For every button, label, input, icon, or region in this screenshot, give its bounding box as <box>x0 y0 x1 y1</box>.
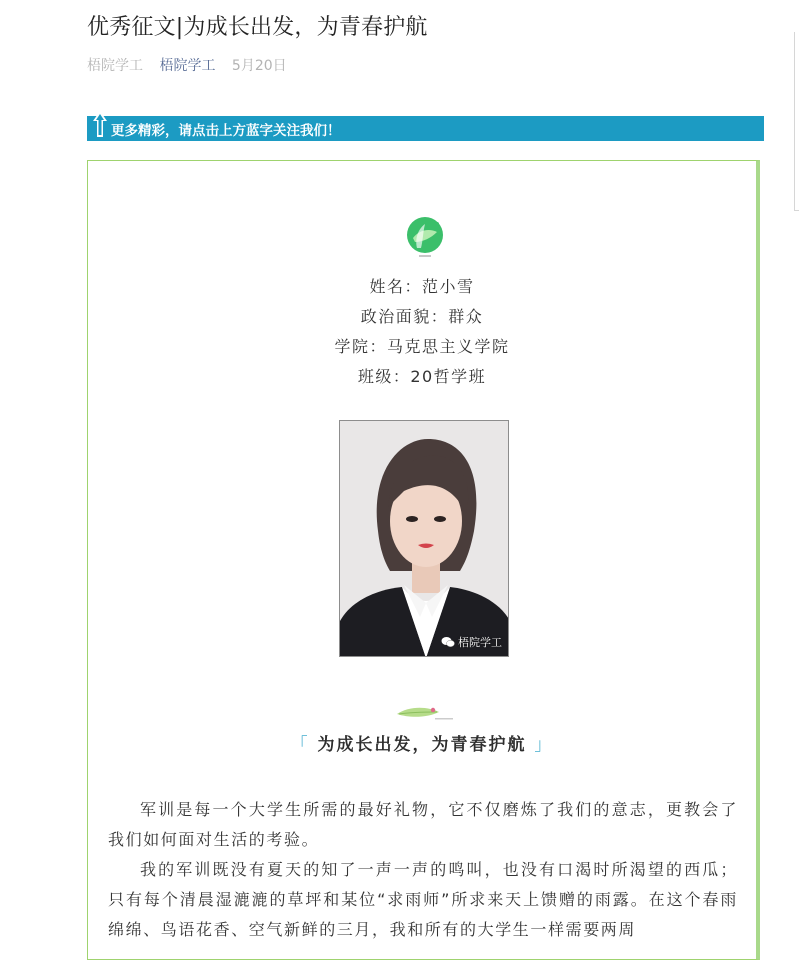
photo-watermark <box>441 634 502 650</box>
paragraph-1: 军训是每一个大学生所需的最好礼物，它不仅磨炼了我们的意志，更教会了我们如何面对生活的考验。 <box>108 800 738 849</box>
class-line: 班级：20哲学班 <box>357 367 487 386</box>
banner-text: 更多精彩，请点击上方蓝字关注我们！ <box>111 122 341 139</box>
portrait-illustration <box>340 421 509 657</box>
college-line: 学院：马克思主义学院 <box>334 337 510 356</box>
publish-date: 5月20日 <box>231 58 287 74</box>
leaf-divider-icon <box>393 702 463 722</box>
author-name: 梧院学工 <box>87 58 143 74</box>
watermark-text: 梧院学工 <box>458 636 502 649</box>
leaf-logo-icon <box>405 216 445 260</box>
name-line: 姓名：范小雪 <box>369 277 475 296</box>
page-scrollbar[interactable] <box>794 32 799 211</box>
wechat-icon <box>441 636 455 648</box>
political-line: 政治面貌：群众 <box>360 307 484 326</box>
article-content <box>87 160 760 960</box>
account-link[interactable]: 梧院学工 <box>159 58 216 74</box>
article-meta <box>87 55 287 75</box>
bracket-left: 「 <box>290 735 310 755</box>
paragraph-2: 我的军训既没有夏天的知了一声一声的鸣叫，也没有口渴时所渴望的西瓜；只有每个清晨湿漉漉的草坪和某位“求雨师”所求来天上馈赠的雨露。在这个春雨绵绵、鸟语花香、空气新鲜的三月，我和所有的大学生一样需要两周 <box>108 860 738 939</box>
up-arrow-icon <box>92 110 108 138</box>
article-title: 优秀征文|为成长出发，为青春护航 <box>87 15 428 40</box>
section-title <box>88 730 756 755</box>
follow-banner[interactable] <box>87 116 764 141</box>
portrait-photo[interactable] <box>339 420 509 657</box>
bracket-right: 」 <box>534 735 554 755</box>
section-title-text: 为成长出发，为青春护航 <box>317 735 527 755</box>
